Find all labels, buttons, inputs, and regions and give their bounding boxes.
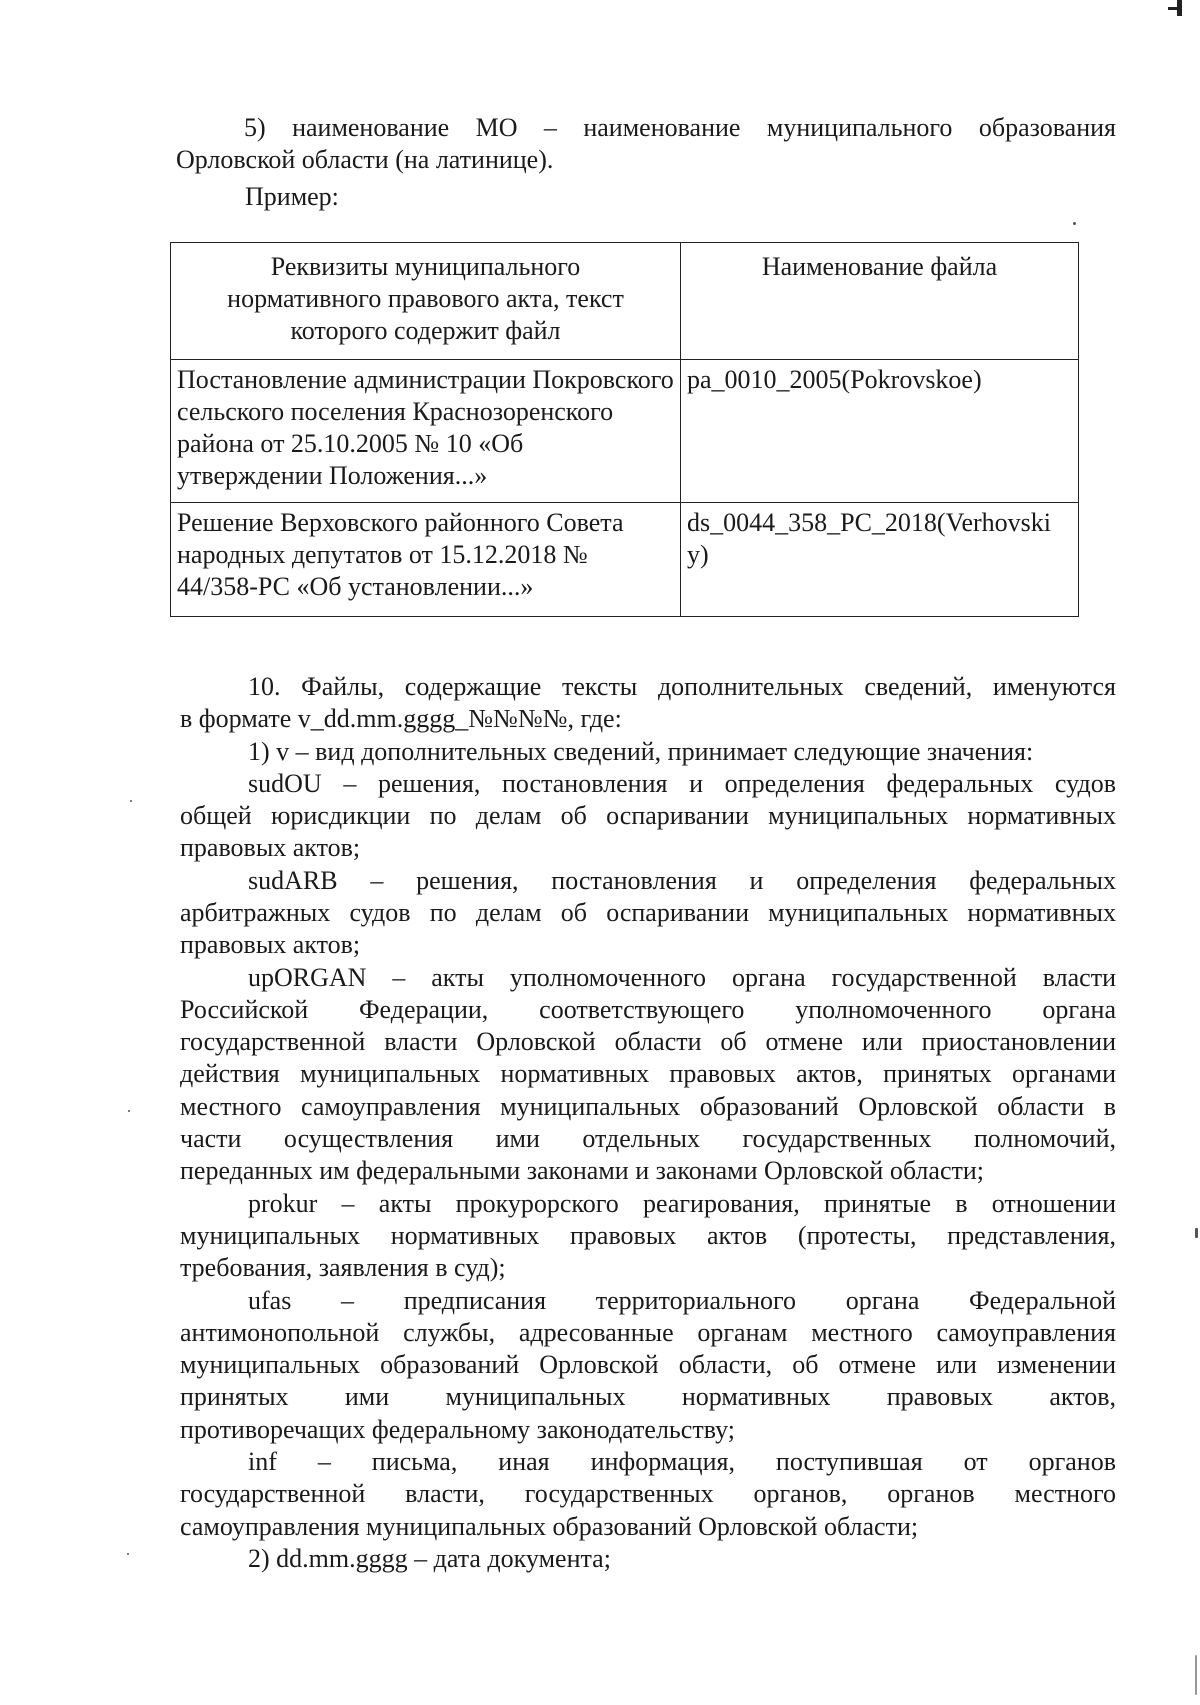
sudARB-line: арбитражных судов по делам об оспаривании муниципальных нормативных — [180, 898, 1116, 927]
scan-speck — [127, 1553, 129, 1555]
example-label: Пример: — [245, 182, 339, 211]
sudARB-line: sudARB – решения, постановления и определения федеральных — [248, 866, 1116, 895]
prokur-line: муниципальных нормативных правовых актов (протесты, представления, — [180, 1221, 1116, 1250]
ufas-line: противоречащих федеральному законодательству; — [180, 1415, 735, 1444]
scan-speck — [1195, 1228, 1198, 1238]
ufas-line: муниципальных образований Орловской области, об отмене или изменении — [180, 1350, 1116, 1379]
ufas-line: ufas – предписания территориального органа Федеральной — [248, 1286, 1116, 1315]
cell-requisites: Решение Верховского районного Совета народных депутатов от 15.12.2018 № 44/358-РС «Об установлении...» — [171, 503, 681, 617]
table-header-row — [171, 243, 1079, 360]
prokur-line: prokur – акты прокурорского реагирования, принятые в отношении — [248, 1189, 1116, 1218]
inf-line: inf – письма, иная информация, поступившая от органов — [248, 1447, 1116, 1476]
cell-filename: ds_0044_358_PC_2018(Verhovskiy) — [681, 503, 1079, 617]
scan-speck — [128, 1110, 130, 1112]
sudOU-line: правовых актов; — [180, 833, 361, 862]
section-10-intro-line: 10. Файлы, содержащие тексты дополнительных сведений, именуются — [248, 672, 1116, 701]
ufas-line: принятых ими муниципальных нормативных правовых актов, — [180, 1382, 1116, 1411]
date-definition: 2) dd.mm.gggg – дата документа; — [248, 1544, 611, 1573]
upORGAN-line: части осуществления ими отдельных государственных полномочий, — [180, 1124, 1116, 1153]
inf-line: государственной власти, государственных органов, органов местного — [180, 1479, 1116, 1508]
upORGAN-line: государственной власти Орловской области об отмене или приостановлении — [180, 1027, 1116, 1056]
cell-requisites: Постановление администрации Покровского сельского поселения Краснозоренского района от 25.10.2005 № 10 «Об утверждении Положения...» — [171, 360, 681, 503]
scan-speck — [1073, 222, 1076, 225]
scan-corner-mark-horizontal — [1168, 7, 1180, 10]
header-requisites: Реквизиты муниципального нормативного правового акта, текст которого содержит файл — [171, 243, 681, 360]
upORGAN-line: действия муниципальных нормативных правовых актов, принятых органами — [180, 1059, 1116, 1088]
scan-speck — [130, 800, 132, 802]
section-10-intro-line: в формате v_dd.mm.gggg_№№№№, где: — [180, 704, 622, 733]
table-row — [171, 360, 1079, 503]
ufas-line: антимонопольной службы, адресованные органам местного самоуправления — [180, 1318, 1116, 1347]
v-definition: 1) v – вид дополнительных сведений, принимает следующие значения: — [248, 737, 1034, 766]
upORGAN-line: переданных им федеральными законами и законами Орловской области; — [180, 1156, 984, 1185]
sudOU-line: общей юрисдикции по делам об оспаривании муниципальных нормативных — [180, 801, 1116, 830]
upORGAN-line: Российской Федерации, соответствующего уполномоченного органа — [180, 995, 1116, 1024]
header-filename: Наименование файла — [681, 243, 1079, 360]
sudARB-line: правовых актов; — [180, 930, 361, 959]
prokur-line: требования, заявления в суд); — [180, 1253, 506, 1282]
inf-line: самоуправления муниципальных образований Орловской области; — [180, 1512, 919, 1541]
upORGAN-line: местного самоуправления муниципальных образований Орловской области в — [180, 1092, 1116, 1121]
scan-speck — [1195, 1655, 1197, 1695]
sudOU-line: sudOU – решения, постановления и определения федеральных судов — [248, 769, 1116, 798]
file-naming-example-table — [170, 242, 1079, 617]
table-row — [171, 503, 1079, 617]
upORGAN-line: upORGAN – акты уполномоченного органа государственной власти — [248, 963, 1116, 992]
item-5-paragraph: 5) наименование МО – наименование муниципального образования Орловской области (на латинице). — [176, 113, 1116, 174]
cell-filename: pa_0010_2005(Pokrovskoe) — [681, 360, 1079, 503]
